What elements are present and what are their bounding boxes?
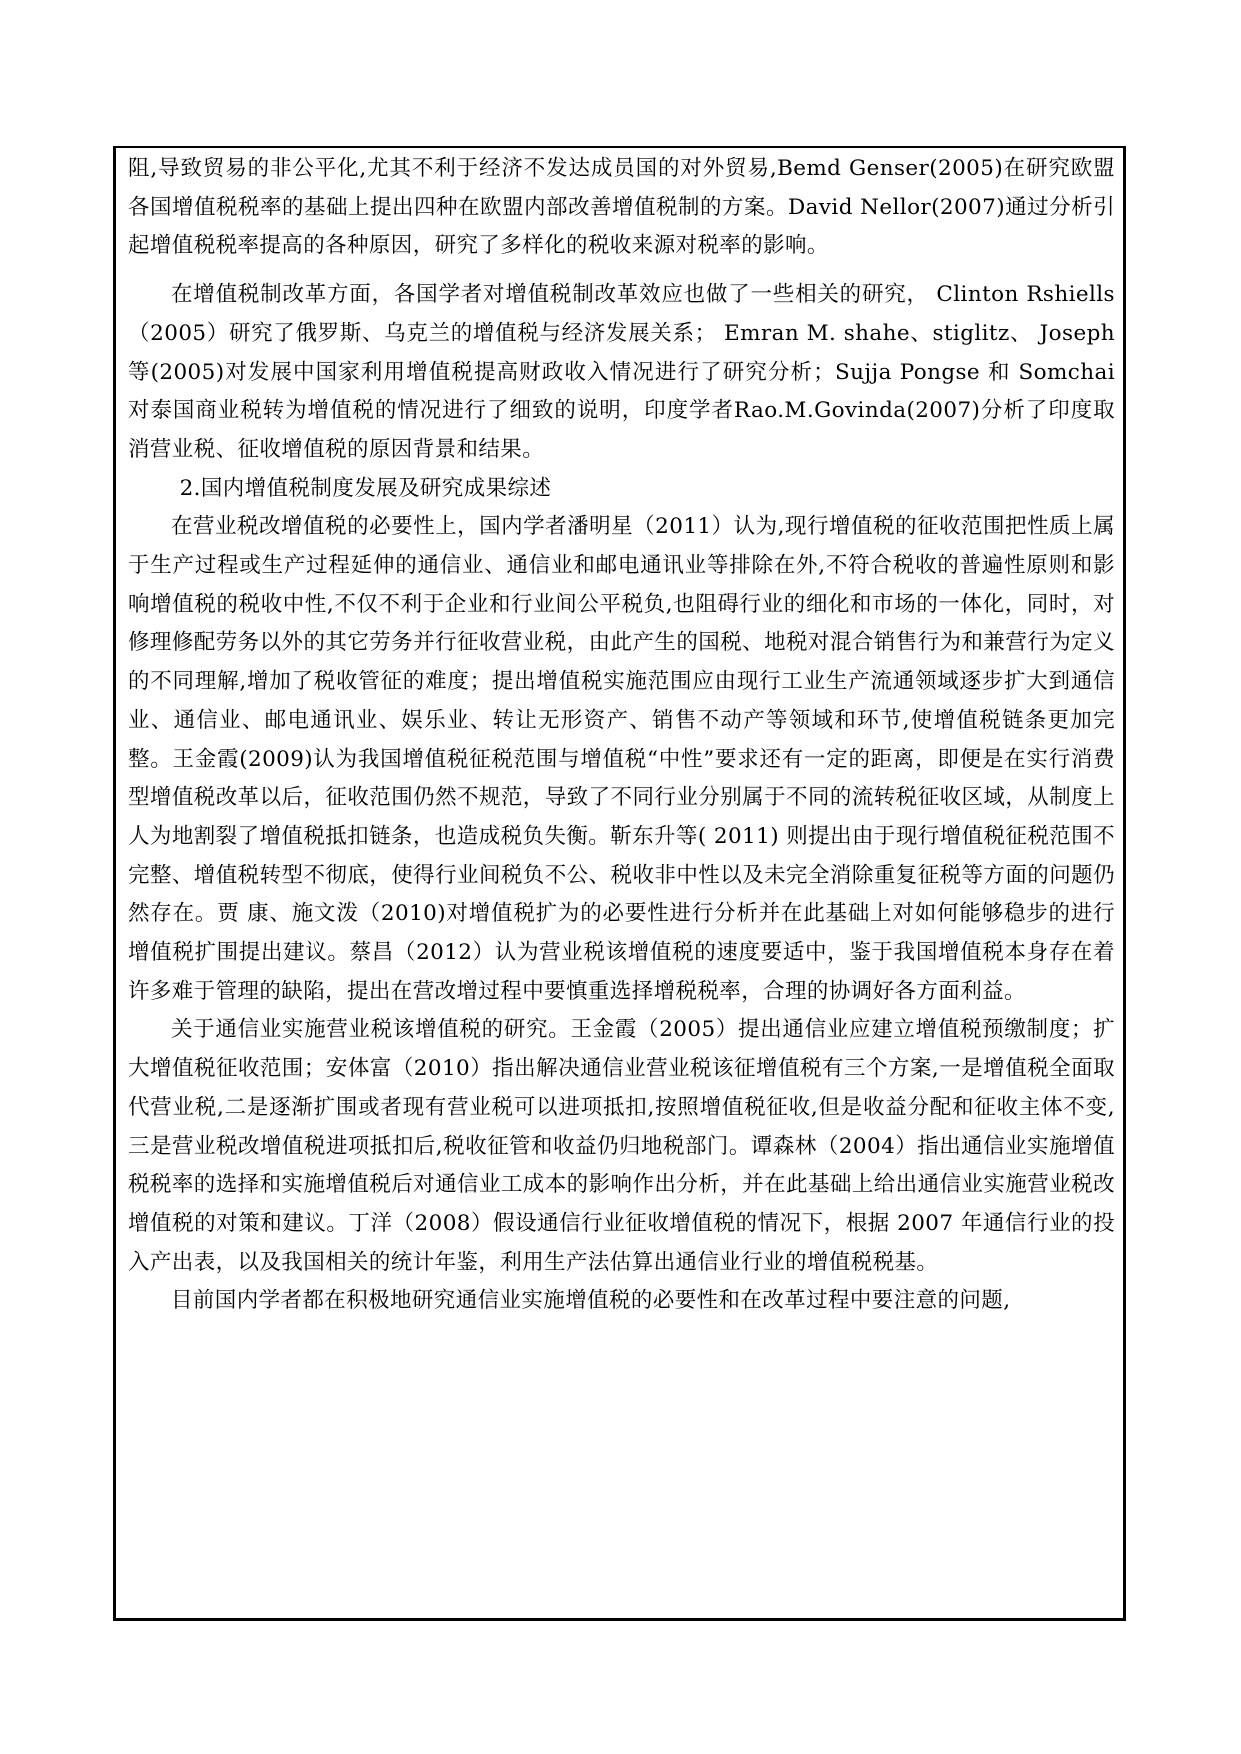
document-body [128,150,1115,1321]
paragraph-necessity: 在营业税改增值税的必要性上，国内学者潘明星（2011）认为,现行增值税的征收范围把性质上属于生产过程或生产过程延伸的通信业、通信业和邮电通讯业等排除在外,不符合税收的普遍性原则和影响增值税的税收中性,不仅不利于企业和行业间公平税负,也阻碍行业的细化和市场的一体化，同时，对修理修配劳务以外的其它劳务并行征收营业税，由此产生的国税、地税对混合销售行为和兼营行为定义的不同理解,增加了税收管征的难度；提出增值税实施范围应由现行工业生产流通领域逐步扩大到通信业、通信业、邮电通讯业、娱乐业、转让无形资产、销售不动产等领域和环节,使增值税链条更加完整。王金霞(2009)认为我国增值税征税范围与增值税“中性”要求还有一定的距离，即便是在实行消费型增值税改革以后，征收范围仍然不规范，导致了不同行业分别属于不同的流转税征收区域，从制度上人为地割裂了增值税抵扣链条，也造成税负失衡。靳东升等( 2011) 则提出由于现行增值税征税范围不完整、增值税转型不彻底，使得行业间税负不公、税收非中性以及未完全消除重复征税等方面的问题仍然存在。贾 康、施文泼（2010)对增值税扩为的必要性进行分析并在此基础上对如何能够稳步的进行增值税扩围提出建议。蔡昌（2012）认为营业税该增值税的速度要适中，鉴于我国增值税本身存在着许多难于管理的缺陷，提出在营改增过程中要慎重选择增税税率，合理的协调好各方面利益。 [128,514,1115,1004]
paragraph-current-research: 目前国内学者都在积极地研究通信业实施增值税的必要性和在改革过程中要注意的问题, [171,1288,1011,1314]
document-frame [113,146,1126,1621]
paragraph-foreign-research-cont: 阻,导致贸易的非公平化,尤其不利于经济不发达成员国的对外贸易,Bemd Genser(2005)在研究欧盟各国增值税税率的基础上提出四种在欧盟内部改善增值税制的方案。David Nellor(2007)通过分析引起增值税税率提高的各种原因，研究了多样化的税收来源对税率的影响。 [128,156,1115,259]
paragraph-gap [128,266,1115,276]
paragraph-telecom-research: 关于通信业实施营业税该增值税的研究。王金霞（2005）提出通信业应建立增值税预缴制度；扩大增值税征收范围；安体富（2010）指出解决通信业营业税该征增值税有三个方案,一是增值税全面取代营业税,二是逐渐扩围或者现有营业税可以进项抵扣,按照增值税征收,但是收益分配和征收主体不变,三是营业税改增值税进项抵扣后,税收征管和收益仍归地税部门。谭森林（2004）指出通信业实施增值税税率的选择和实施增值税后对通信业工成本的影响作出分析，并在此基础上给出通信业实施营业税改增值税的对策和建议。丁洋（2008）假设通信行业征收增值税的情况下，根据 2007 年通信行业的投入产出表，以及我国相关的统计年鉴，利用生产法估算出通信业行业的增值税税基。 [128,1017,1115,1275]
paragraph-vat-reform: 在增值税制改革方面，各国学者对增值税制改革效应也做了一些相关的研究， Clinton Rshiells（2005）研究了俄罗斯、乌克兰的增值税与经济发展关系； Emran M. shahe、stiglitz、 Joseph等(2005)对发展中国家利用增值税提高财政收入情况进行了研究分析；Sujja Pongse 和 Somchai 对泰国商业税转为增值税的情况进行了细致的说明，印度学者Rao.M.Govinda(2007)分析了印度取消营业税、征收增值税的原因背景和结果。 [128,282,1115,462]
section-heading-domestic: 2.国内增值税制度发展及研究成果综述 [179,475,552,501]
